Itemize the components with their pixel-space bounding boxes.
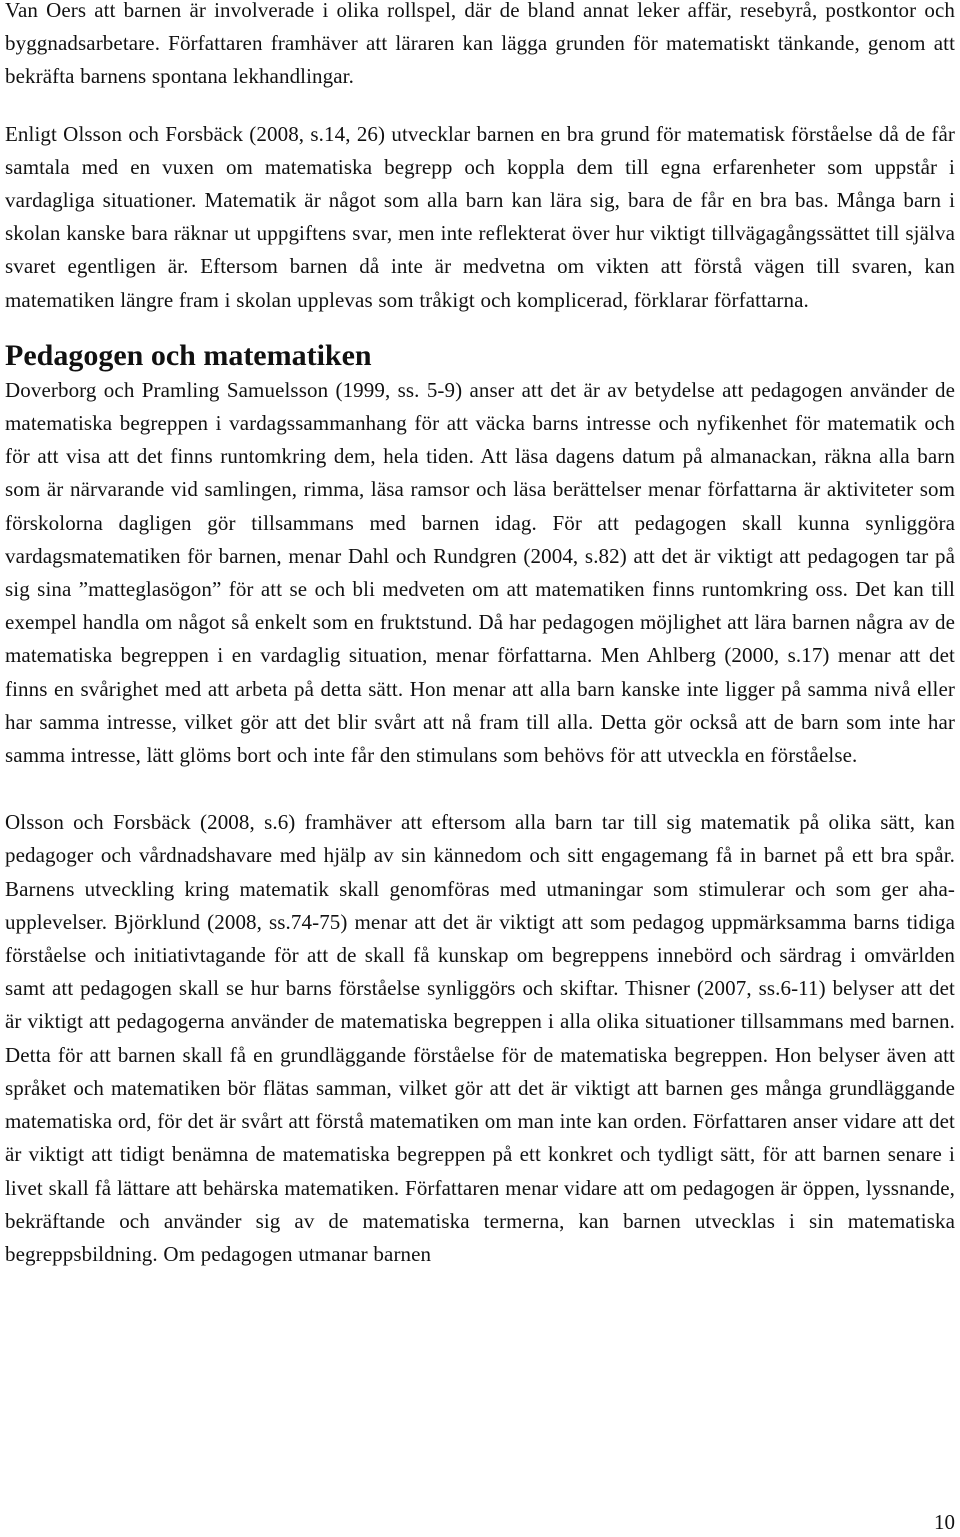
paragraph-olsson-forsback: Enligt Olsson och Forsbäck (2008, s.14, 26) utvecklar barnen en bra grund för matematisk förståelse då de får samtala med en vuxen om matematiska begrepp och koppla dem till egna erfarenheter som uppstår i vardagliga situationer. Matematik är något som alla barn kan lära sig, bara de får en bra bas. Många barn i skolan kanske bara räknar ut uppgiftens svar, men inte reflekterat över hur viktigt tillvägagångssättet till själva svaret egentligen är. Eftersom barnen då inte är medvetna om vikten att förstå vägen till svaren, kan matematiken längre fram i skolan upplevas som tråkigt och komplicerad, förklarar författarna. (5, 121, 955, 312)
paragraph-olsson-forsback-2: Olsson och Forsbäck (2008, s.6) framhäver att eftersom alla barn tar till sig matematik på olika sätt, kan pedagoger och vårdnadshavare med hjälp av sin kännedom och sitt engagemang få in barnet på ett bra spår. Barnens utveckling kring matematik skall genomföras med utmaningar som stimulerar och som ger aha-upplevelser. Björklund (2008, ss.74-75) menar att det är viktigt att som pedagog uppmärksamma barns tidiga förståelse och initiativtagande för att de skall få kunskap om begreppens innebörd och särdrag i omvärlden samt att pedagogen skall se hur barns förståelse synliggörs och skiftar. Thisner (2007, ss.6-11) belyser att det är viktigt att pedagogerna använder de matematiska begreppen i alla olika situationer tillsammans med barnen. Detta för att barnen skall få en grundläggande förståelse för de matematiska begreppen. Hon belyser även att språket och matematiken bör flätas samman, vilket gör att det är viktigt att barnen ges många grundläggande matematiska ord, för det är svårt att förstå matematiken om man inte kan orden. Författaren anser vidare att det är viktigt att tidigt benämna de matematiska begreppen på ett konkret och tydligt sätt, för att barnen senare i livet skall få lättare att behärska matematiken. Författaren menar vidare att om pedagogen är öppen, lyssnande, bekräftande och använder sig av de matematiska termerna, kan barnen utvecklas i sin matematiska begreppsbildning. Om pedagogen utmanar barnen (5, 810, 955, 1266)
paragraph-doverborg: Doverborg och Pramling Samuelsson (1999, ss. 5-9) anser att det är av betydelse att pedagogen använder de matematiska begreppen i vardagssammanhang för att väcka barns intresse och nyfikenhet för matematik och för att visa att det finns runtomkring dem, hela tiden. Att läsa dagens datum på almanackan, räkna alla barn som är närvarande vid samlingen, rimma, läsa ramsor och läsa berättelser menar författarna är aktiviteter som förskolorna dagligen gör tillsammans med barnen idag. För att pedagogen skall kunna synliggöra vardagsmatematiken för barnen, menar Dahl och Rundgren (2004, s.82) att det är viktigt att pedagogen tar på sig sina ”matteglasögon” för att se och bli medveten om att matematiken finns runtomkring oss. Det kan till exempel handla om något så enkelt som en fruktstund. Då har pedagogen möjlighet att lära barnen några av de matematiska begreppen i en vardaglig situation, menar författarna. Men Ahlberg (2000, s.17) menar att det finns en svårighet med att arbeta på detta sätt. Hon menar att alla barn kanske inte ligger på samma nivå eller har samma intresse, vilket gör att det blir svårt att nå fram till alla. Detta gör också att de barn som inte har samma intresse, lätt glöms bort och inte får den stimulans som behövs för att utveckla en förståelse. (5, 377, 955, 768)
page-number: 10 (934, 1510, 955, 1534)
section-heading: Pedagogen och matematiken (5, 338, 372, 372)
document-page (5, 0, 955, 1271)
paragraph-intro: Van Oers att barnen är involverade i olika rollspel, där de bland annat leker affär, resebyrå, postkontor och byggnadsarbetare. Författaren framhäver att läraren kan lägga grunden för matematiskt tänkande, genom att bekräfta barnens spontana lekhandlingar. (5, 0, 955, 89)
